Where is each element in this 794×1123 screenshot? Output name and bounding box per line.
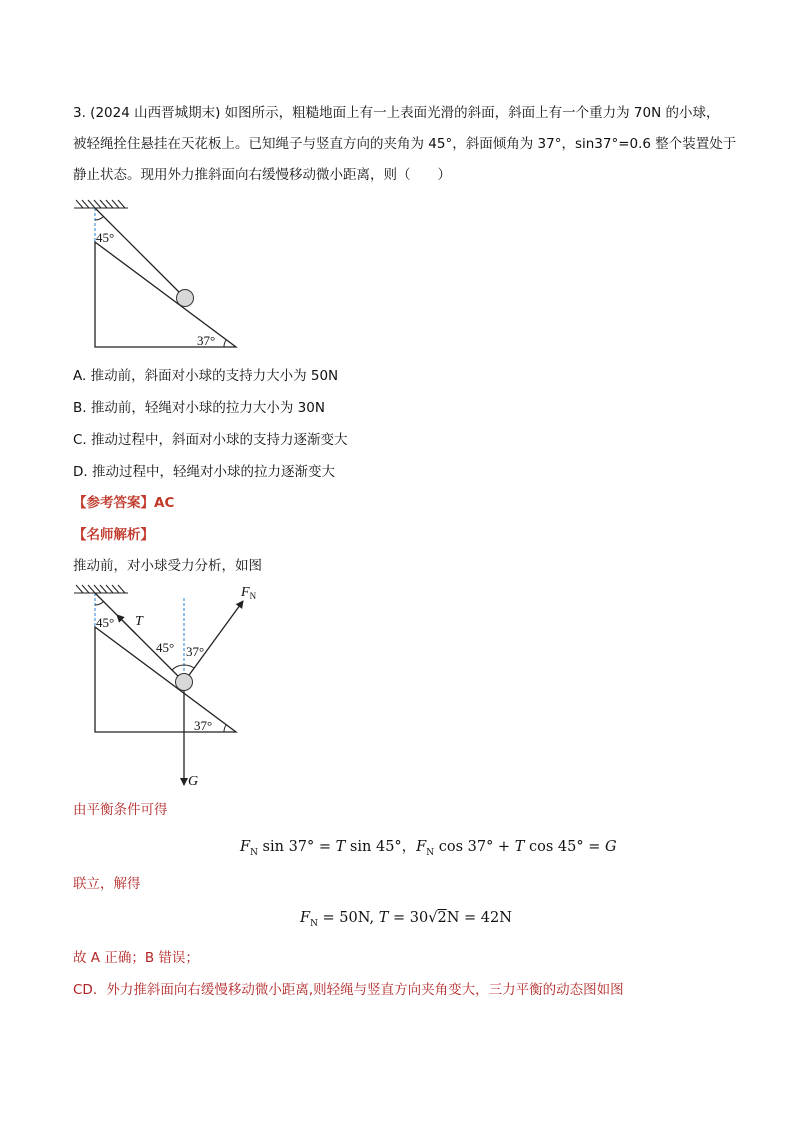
- conclusion-text: 故 A 正确；B 错误；: [73, 950, 199, 966]
- ball: [177, 290, 194, 307]
- ceiling-hatch: [74, 200, 128, 208]
- incline-block: [95, 242, 236, 347]
- sqrt-symbol: √: [428, 910, 438, 926]
- question-line-2: 被轻绳拴住悬挂在天花板上。已知绳子与竖直方向的夹角为 45°，斜面倾角为 37°，sin37°=0.6 整个装置处于: [73, 136, 737, 152]
- question-line-1: 3. (2024 山西晋城期末) 如图所示，粗糙地面上有一上表面光滑的斜面，斜面上有一个重力为 70N 的小球，: [73, 105, 720, 121]
- incline-angle-arc: [224, 340, 227, 348]
- option-b: B. 推动前，轻绳对小球的拉力大小为 30N: [73, 400, 325, 416]
- angle-label-45: 45°: [96, 230, 115, 245]
- rope-angle-arc: [95, 217, 104, 221]
- tension-arrow: [117, 615, 136, 634]
- ceiling-hatch-2: [74, 585, 128, 593]
- equation-1: $F_N$ sin 37° = T sin 45°，$F_N$ cos 37° + T cos 45° = G: [240, 839, 617, 858]
- equation-2: $F_N = 50N$, T = 30√2N = 42N: [300, 910, 512, 929]
- answer-row: [73, 493, 174, 513]
- angle-label-37: 37°: [197, 333, 216, 348]
- ball-angle-arc-right: [184, 665, 194, 668]
- option-a: A. 推动前，斜面对小球的支持力大小为 50N: [73, 368, 339, 384]
- angle-label-37-bottom: 37°: [194, 718, 213, 733]
- question-line-3: 静止状态。现用外力推斜面向右缓慢移动微小距离，则（ ）: [73, 167, 451, 183]
- gravity-label: G: [188, 774, 199, 789]
- ball-2: [176, 674, 193, 691]
- normal-force-arrow: [184, 601, 243, 682]
- option-d: D. 推动过程中，轻绳对小球的拉力逐渐变大: [73, 464, 335, 480]
- equilibrium-text: 由平衡条件可得: [73, 802, 168, 818]
- analysis-cd-text: CD．外力推斜面向右缓慢移动微小距离,则轻绳与竖直方向夹角变大，三力平衡的动态图如图: [73, 982, 624, 998]
- force-diagram-figure: [70, 580, 280, 795]
- angle-label-45-top: 45°: [96, 615, 115, 630]
- answer-label: 【参考答案】: [73, 495, 154, 511]
- answer-value: AC: [154, 495, 175, 511]
- incline-figure-1: [70, 195, 250, 355]
- analysis-label: 【名师解析】: [73, 527, 154, 543]
- tension-label: T: [135, 614, 143, 629]
- option-c: C. 推动过程中，斜面对小球的支持力逐渐变大: [73, 432, 348, 448]
- angle-label-37-ball: 37°: [186, 644, 205, 659]
- analysis-intro: 推动前，对小球受力分析，如图: [73, 558, 262, 574]
- ball-angle-arc-left: [172, 665, 184, 670]
- angle-label-45-ball: 45°: [156, 640, 175, 655]
- combine-text: 联立，解得: [73, 876, 141, 892]
- normal-force-label: $F_N$: [241, 585, 257, 601]
